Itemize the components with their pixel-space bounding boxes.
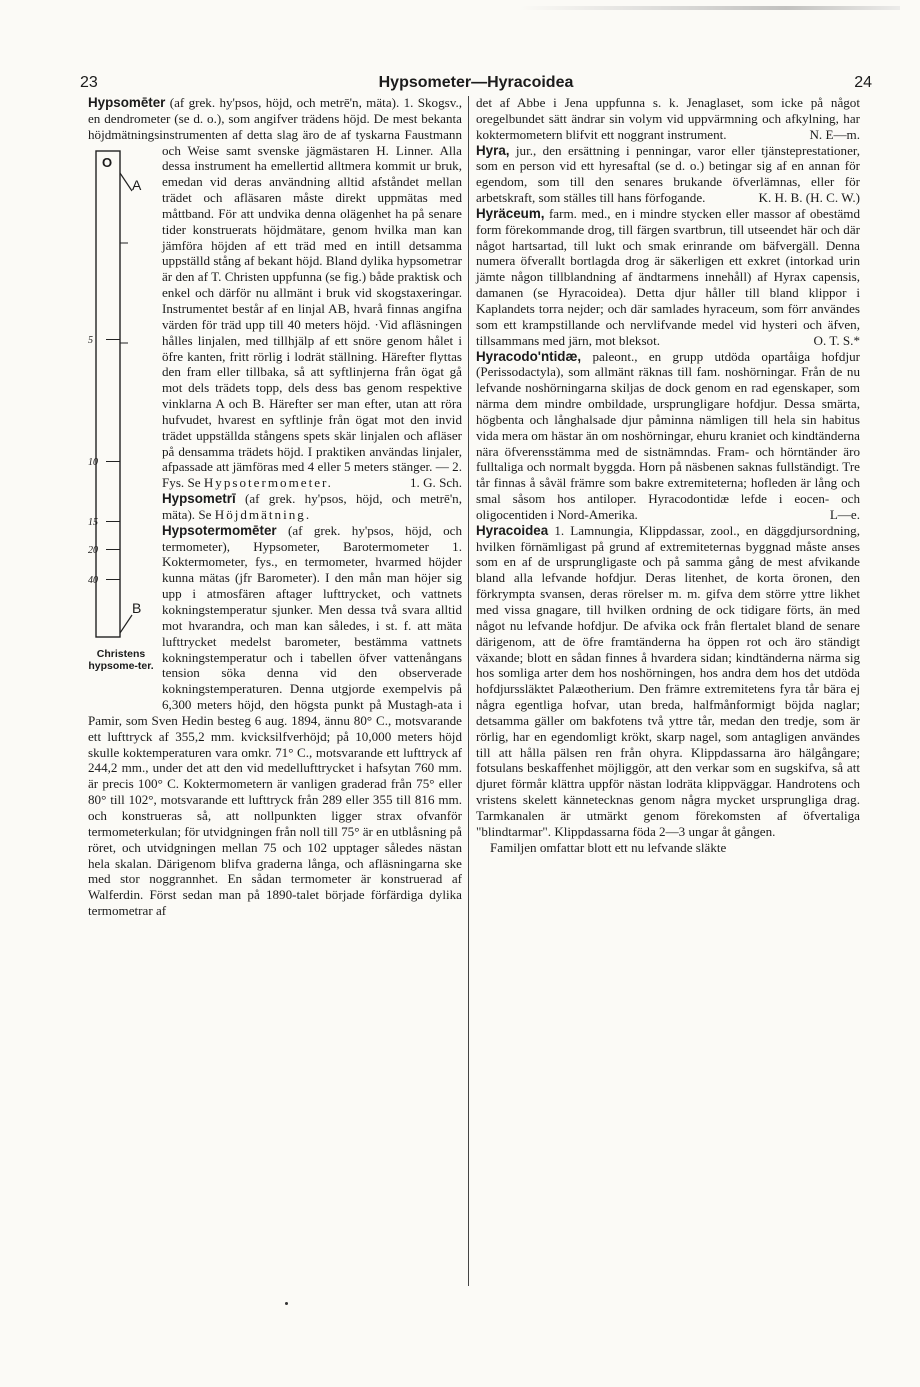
figure-tick-label: 40 — [88, 574, 98, 586]
page-header — [80, 74, 872, 96]
right-column — [476, 95, 860, 856]
hypsometer-diagram — [88, 143, 158, 643]
figure-caption: Christens hypsome-ter. — [88, 647, 154, 672]
figure-tick-mark — [106, 461, 120, 462]
headword: Hyräceum, — [476, 205, 545, 221]
figure-label-b: B — [132, 599, 142, 616]
entry-text: 1. Lamnungia, Klippdassar, zool., en däggdjursordning, hvilken förnämligast på grund af extremiteternas byggnad måste anses som en af de ursprungligaste och på samma gång de mest afvikande bland alla lefvande hofdjur. Deras litenhet, de korta öronen, den förkrympta svansen, deras rörelser m. m. gifva dem större yttre likhet med vissa gnagare, till hvilken ordning de ock tidigare förts, än med något nu lefvande hofdjur. De afvika ock från flertalet bland de senare därigenom, att de öfre framtänderna ha öppen rot och äro ständigt växande; blott en sådan finnes å hvardera sidan; kindtänderna närma sig hos somliga arter dem hos noshörningen, hos andra dem hos det utdöda hofdjurssläktet Palæotherium. Den främre extremitetens fyra tår bära ej några egentliga hofvar, utan breda, halfmånformigt böjda naglar; detsamma gäller om bakfotens två yttre tår, medan den tredje, som är rörlig, har en egendomligt krökt, skarp nagel, som antagligen användes till att hålla pälsen ren från ohyra. Klippdassarna äro hälgångare; fotsulans beskaffenhet möjliggör, att den verkar som en sugskifva, så att djuret förmår klättra uppför nästan lodräta klippväggar. Handrotens och vristens skelett kännetecknas genom några mycket ursprungliga drag. Tarmkanalen är utmärkt genom förekomsten af öfvertaliga "blindtarmar". Klippdassarna föda 2—3 ungar åt gången. — [476, 522, 860, 839]
figure-tick-label: 20 — [88, 544, 98, 556]
left-column — [88, 95, 462, 919]
figure-label-a: A — [132, 176, 142, 193]
figure-tick-mark — [106, 579, 120, 580]
cross-reference: Hypsotermometer. — [203, 475, 333, 491]
christen-hypsometer-figure — [88, 143, 158, 703]
headword: Hypsotermomēter — [162, 522, 277, 538]
entry-paragraph — [476, 523, 860, 840]
author-signature: L—e. — [829, 506, 860, 522]
entry-paragraph — [476, 143, 860, 206]
entry-text: det af Abbe i Jena uppfunna s. k. Jenaglaset, som icke på något oregelbundet sätt ändrar sin volym vid uppvärmning och afkylning, har koktermometern blifvit ett noggrant instrument. — [476, 95, 860, 142]
entry-paragraph — [476, 95, 860, 143]
author-signature: N. E—m. — [809, 126, 860, 142]
entry-text: Familjen omfattar blott ett nu lefvande släkte — [490, 839, 727, 855]
figure-tick-label: 15 — [88, 516, 98, 528]
entry-paragraph — [476, 349, 860, 523]
author-signature: O. T. S.* — [813, 332, 860, 348]
cross-reference: Höjdmätning. — [214, 506, 312, 522]
scan-artifact — [520, 6, 900, 10]
column-divider — [468, 96, 469, 1286]
entry-text: (af grek. hy'psos, höjd, och metrē'n, mäta). 1. Skogsv., en dendrometer (se d. o.), som angifver trädens höjd. De mest bekanta höjdmätningsinstrumenten af detta slag äro de af tyskarna — [88, 95, 462, 142]
entry-text: Faustmann och Weise samt svenske jägmästaren H. Linner. Alla dessa instrument ha emellertid alltmera kommit ur bruk, emedan vid deras användning alltid afståndet mellan trädet och afläsaren måste direkt uppmätas med måttband. För att undvika denna olägenhet ha på senare tider konstruerats höjdmätare, genom hvilka man kan jämföra höjden af ett träd med en intill detsamma uppställd stång af bekant höjd. Bland dylika hypsometrar är den af T. Christen uppfunna (se fig.) både praktisk och enkel och därför nu allmänt i bruk vid skogstaxeringar. Instrumentet består af en linjal AB, hvarå finnas angifna värden för träd upp till 40 meters höjd. ·Vid afläsningen hålles linjalen, med tillhjälp af ett snöre genom hålet i öfre kanten, fritt rörlig i lodrät ställning. Härefter flyttas den fram eller tillbaka, så att syftlinjerna från ögat gå mot dels trädets topp, dels dess bas genom respektive vinklarna A och B. Härefter ser man efter, utan att röra hufvudet, hvarest en syftlinje från ögat mot den invid trädet uppställda stångens spets skär linjalen och afläser på densamma trädets höjd. I praktiken användas linjaler, afpassade att jämföras med 4 eller 5 meters stänger. — 2. Fys. Se — [162, 126, 462, 491]
figure-tick-label: 10 — [88, 456, 98, 468]
headword: Hypsometrī — [162, 491, 236, 507]
author-signature: 1. G. Sch. — [409, 475, 462, 491]
entry-text: paleont., en grupp utdöda opartåiga hofdjur (Perissodactyla), som allmänt räknas till fam. noshörningar. Från de nu lefvande noshörningarna skiljas de dock genom en rad egenskaper, som närma dem mindre ombildade, ursprungligare hofdjur. Dessa smärta, högbenta och långhalsade djur påminna nämligen till hela sin habitus vida mera om hästar än om noshörningar, ehuru kraniet och kindtänderna nära öfverensstämma med de sistnämndas. Fram- och hörntänder äro fulltaliga och normalt byggda. Horn på näsbenen saknas fullständigt. Tre tår finnas å såväl främre som bakre extremiteterna; hofleden är lång och smal såsom hos antiloper. Hyracodontidæ lefde i eocen- och oligocentiden i Nord-Amerika. — [476, 348, 860, 522]
page-number-right: 24 — [854, 74, 872, 91]
ink-speck — [285, 1302, 288, 1305]
figure-tick-mark — [106, 339, 120, 340]
figure-tick-mark — [106, 521, 120, 522]
entry-text: (af grek. hy'psos, höjd, och termometer), Hypsometer, Barotermometer 1. Koktermometer, fys., en termometer, hvarmed höjder kunna mätas (jfr Barometer). I den mån man höjer sig upp i atmosfären aftager lufttrycket, och vattnets kokningstemperatur sjunker. Men dessa två svara alltid mot hvarandra, och man kan således, i st. f. att mäta lufttrycket medelst barometer, bestämma vattnets kokningstemperatur och i tabellen öfver vattenångans tension söka denna vid den observerade kokningstemperaturen. Denna utgjorde exempelvis på 6,300 meters höjd, den högsta punkt på Mustagh-ata i Pamir, som Sven Hedin besteg 6 aug. 1894, ännu 80° C., motsvarande ett lufttryck af 355,2 mm. kvicksilfverhöjd; på 10,000 meters höjd skulle koktemperaturen vara omkr. 71° C., motsvarande ett lufttryck af 244,2 mm., under det att den vid medellufttrycket i hafsytan 760 mm. är precis 100° C. Koktermometern är vanligen graderad från 75° eller 80° till 102°, motsvarande ett lufttryck från 289 eller 355 till 816 mm. och konstrueras så, att nollpunkten ligger strax ofvanför termometerkulan; för utvidgningen från noll till 75° är en utblåsning på röret, och utvidgningen mellan 75 och 102 upptager således nästan hela skalan. Därigenom blifva graderna långa, och afläsningarna ske med stor noggrannhet. En sådan termometer är konstruerad af Walferdin. Först sedan man på 1890-talet började förfärdiga dylika termometrar af — [88, 522, 462, 919]
entry-paragraph — [476, 840, 860, 856]
figure-tick-mark — [106, 549, 120, 550]
author-signature: K. H. B. (H. C. W.) — [758, 190, 860, 206]
entry-text: (af grek. hy'psos, höjd, och metrē'n, mäta). Se — [162, 491, 462, 522]
entry-text: jur., den ersättning i penningar, varor eller tjänsteprestationer, som en person vid ett hyresaftal (se d. o.) betingar sig af en annan för egendom, som till den senares brukande öfverlämnas, eller för arbetskraft, som ställes till hans förfogande. — [476, 142, 860, 206]
headword: Hyracodo'ntidæ, — [476, 348, 582, 364]
headword: Hyra, — [476, 142, 510, 158]
headword: Hyracoidea — [476, 522, 549, 538]
page-title: Hypsometer—Hyracoidea — [378, 74, 574, 91]
figure-label-o: O — [102, 154, 113, 170]
headword: Hypsomēter — [88, 95, 166, 110]
page-number-left: 23 — [80, 74, 98, 91]
entry-text: farm. med., en i mindre stycken eller massor af obestämd form förekommande drog, till färgen svartbrun, till utseendet här och där något hartsartad, till lukt och smak erinrande om bäfvergäll. Denna numera öfverallt bortlagda drog är säkerligen ett exkret (intorkad urin jämte någon tillblandning af ändtarmens innehåll) af Hyrax capensis, damanen (se Hyracoidea). Detta djur håller till bland klippor i Kaplandets torra nejder; och där samlades hyraceum, som förr användes som ett krampstillande och nervlifvande medel vid hysteri och äfven, tillsammans med järn, mot bleksot. — [476, 205, 860, 348]
figure-tick-label: 5 — [88, 334, 93, 346]
entry-paragraph — [476, 206, 860, 349]
